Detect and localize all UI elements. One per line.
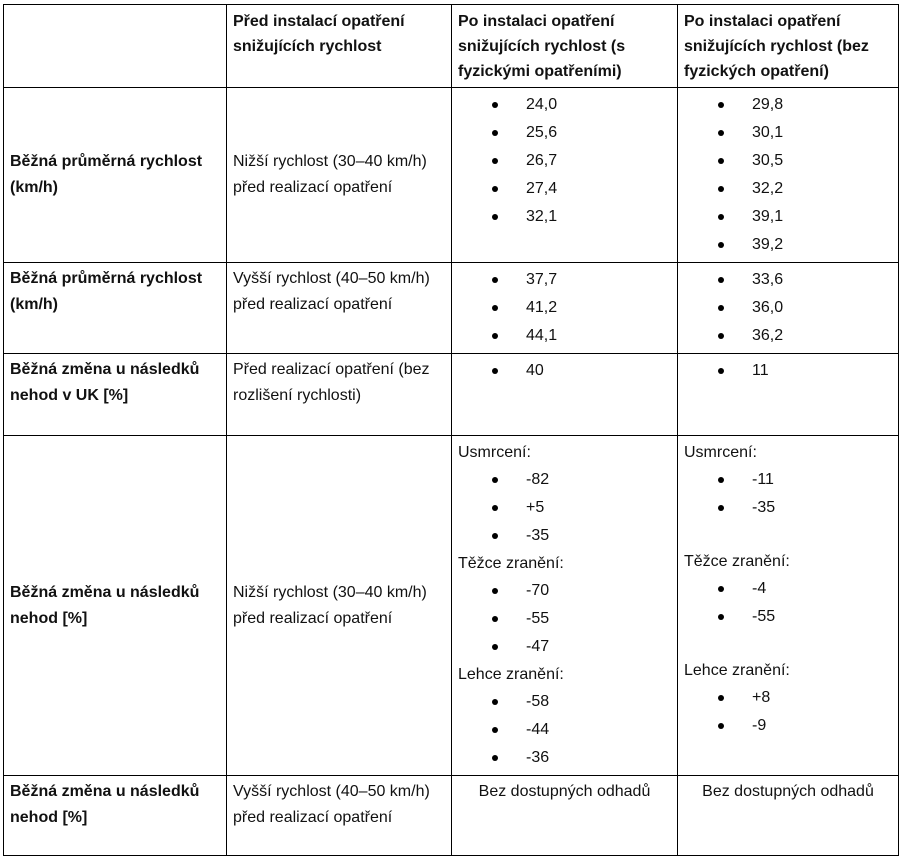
list-item: -47 (458, 633, 671, 661)
list-item: 36,0 (684, 294, 892, 322)
value-list (684, 91, 892, 259)
before-cell: Nižší rychlost (30–40 km/h) před realizací opatření (227, 436, 452, 776)
without-physical-cell (678, 436, 899, 776)
list-item: 30,5 (684, 147, 892, 175)
list-item: -55 (458, 605, 671, 633)
list-item: -11 (684, 466, 892, 494)
slight-label: Lehce zranění: (458, 666, 564, 683)
list-item: -9 (684, 712, 892, 740)
list-item: -36 (458, 744, 671, 772)
list-item: 39,2 (684, 231, 892, 259)
list-item: -82 (458, 466, 671, 494)
list-item: -4 (684, 575, 892, 603)
table-row (4, 776, 899, 856)
header-with-physical: Po instalaci opatření snižujících rychlost (s fyzickými opatřeními) (452, 5, 678, 88)
fatal-label: Usmrcení: (684, 444, 757, 461)
serious-label: Těžce zranění: (458, 555, 564, 572)
row-label: Běžná změna u následků nehod v UK [%] (4, 354, 227, 436)
list-item: 30,1 (684, 119, 892, 147)
list-item: 29,8 (684, 91, 892, 119)
list-item: 25,6 (458, 119, 671, 147)
row-label: Běžná změna u následků nehod [%] (4, 776, 227, 856)
value-list (684, 266, 892, 350)
list-item: 27,4 (458, 175, 671, 203)
list-item: 36,2 (684, 322, 892, 350)
list-item: 26,7 (458, 147, 671, 175)
without-physical-cell (678, 88, 899, 263)
no-estimate-text: Bez dostupných odhadů (702, 783, 874, 800)
list-item: -35 (458, 522, 671, 550)
with-physical-cell (452, 88, 678, 263)
before-cell: Vyšší rychlost (40–50 km/h) před realizací opatření (227, 776, 452, 856)
list-item: 37,7 (458, 266, 671, 294)
without-physical-cell (678, 354, 899, 436)
before-cell: Vyšší rychlost (40–50 km/h) před realizací opatření (227, 263, 452, 354)
table-row (4, 88, 899, 263)
list-item: 40 (458, 357, 671, 385)
value-list (458, 577, 671, 661)
value-list (684, 575, 892, 631)
list-item: -44 (458, 716, 671, 744)
value-list (458, 688, 671, 772)
with-physical-cell (452, 263, 678, 354)
value-list (684, 466, 892, 522)
header-empty-cell (4, 5, 227, 88)
spacer (684, 522, 892, 548)
value-list (458, 466, 671, 550)
list-item: 33,6 (684, 266, 892, 294)
table-row (4, 354, 899, 436)
list-item: 39,1 (684, 203, 892, 231)
without-physical-cell (678, 776, 899, 856)
row-label: Běžná průměrná rychlost (km/h) (4, 263, 227, 354)
before-cell: Před realizací opatření (bez rozlišení rychlosti) (227, 354, 452, 436)
list-item: 41,2 (458, 294, 671, 322)
list-item: -55 (684, 603, 892, 631)
serious-label: Těžce zranění: (684, 553, 790, 570)
header-before: Před instalací opatření snižujících rychlost (227, 5, 452, 88)
with-physical-cell (452, 776, 678, 856)
list-item: 32,2 (684, 175, 892, 203)
list-item: +8 (684, 684, 892, 712)
list-item: 44,1 (458, 322, 671, 350)
value-list (684, 357, 892, 385)
value-list (458, 91, 671, 231)
before-cell: Nižší rychlost (30–40 km/h) před realizací opatření (227, 88, 452, 263)
with-physical-cell (452, 354, 678, 436)
list-item: 32,1 (458, 203, 671, 231)
header-row (4, 5, 899, 88)
row-label: Běžná průměrná rychlost (km/h) (4, 88, 227, 263)
header-without-physical: Po instalaci opatření snižujících rychlost (bez fyzických opatření) (678, 5, 899, 88)
value-list (684, 684, 892, 740)
value-list (458, 357, 671, 385)
fatal-label: Usmrcení: (458, 444, 531, 461)
row-label: Běžná změna u následků nehod [%] (4, 436, 227, 776)
list-item: -70 (458, 577, 671, 605)
table-row (4, 263, 899, 354)
list-item: -35 (684, 494, 892, 522)
list-item: +5 (458, 494, 671, 522)
table-row (4, 436, 899, 776)
list-item: 24,0 (458, 91, 671, 119)
slight-label: Lehce zranění: (684, 662, 790, 679)
list-item: -58 (458, 688, 671, 716)
no-estimate-text: Bez dostupných odhadů (478, 783, 651, 800)
data-table (3, 4, 899, 856)
without-physical-cell (678, 263, 899, 354)
value-list (458, 266, 671, 350)
spacer (684, 631, 892, 657)
with-physical-cell (452, 436, 678, 776)
list-item: 11 (684, 357, 892, 385)
